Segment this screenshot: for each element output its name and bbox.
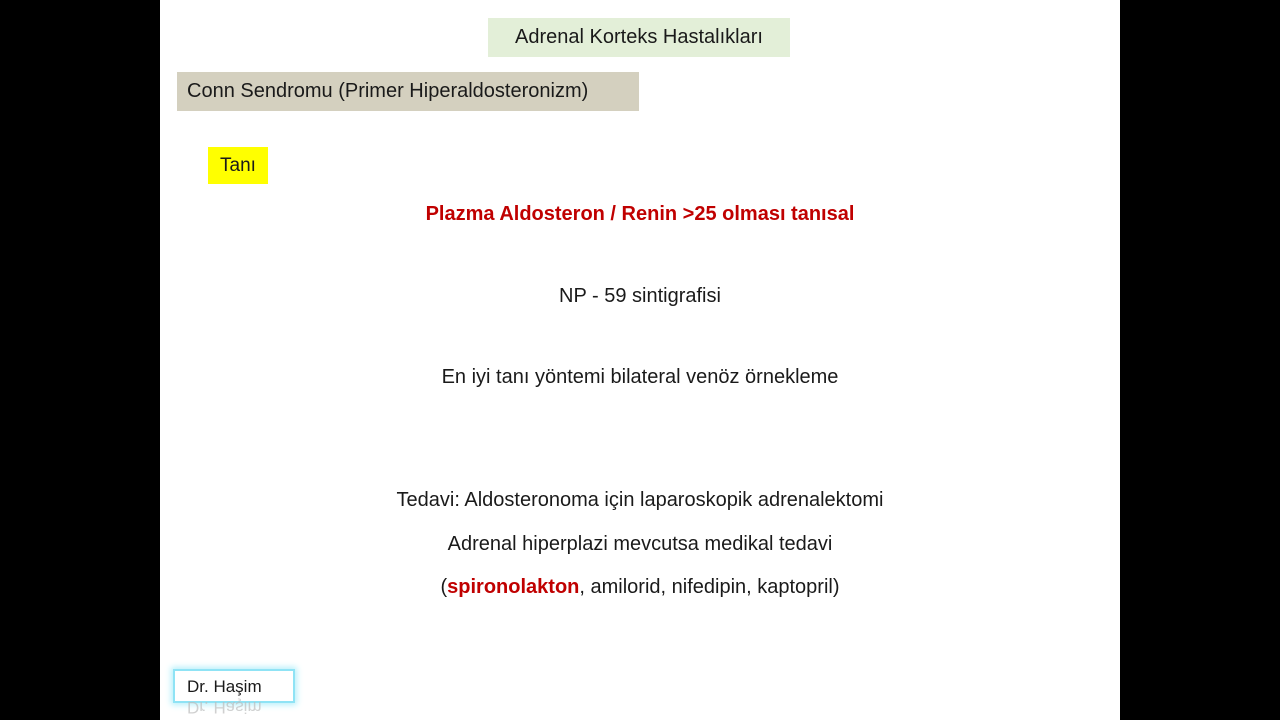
author-badge	[173, 669, 295, 717]
slide-title	[488, 18, 790, 57]
slide	[160, 0, 1120, 720]
drugs-rest: , amilorid, nifedipin, kaptopril)	[579, 576, 840, 598]
author-name: Dr. Haşim	[187, 677, 262, 696]
diagnosis-tag-text: Tanı	[220, 154, 256, 176]
diagnosis-tag	[208, 147, 268, 184]
ratio-line: Plazma Aldosteron / Renin >25 olması tanısal	[425, 203, 855, 225]
section-heading-text: Conn Sendromu (Primer Hiperaldosteronizm)	[187, 80, 589, 102]
section-heading	[177, 72, 639, 111]
best-method-line: En iyi tanı yöntemi bilateral venöz örnekleme	[441, 366, 839, 388]
scintigraphy-line: NP - 59 sintigrafisi	[559, 285, 721, 307]
treatment-line: Tedavi: Aldosteronoma için laparoskopik adrenalektomi	[396, 489, 884, 511]
drugs-line	[160, 576, 1120, 599]
drug-highlight: spironolakton	[447, 576, 580, 598]
author-reflection: Dr. Haşim	[187, 698, 262, 717]
slide-title-text: Adrenal Korteks Hastalıkları	[515, 26, 763, 48]
medical-treatment-line: Adrenal hiperplazi mevcutsa medikal tedavi	[447, 533, 833, 555]
drugs-open-paren: (	[440, 576, 448, 598]
